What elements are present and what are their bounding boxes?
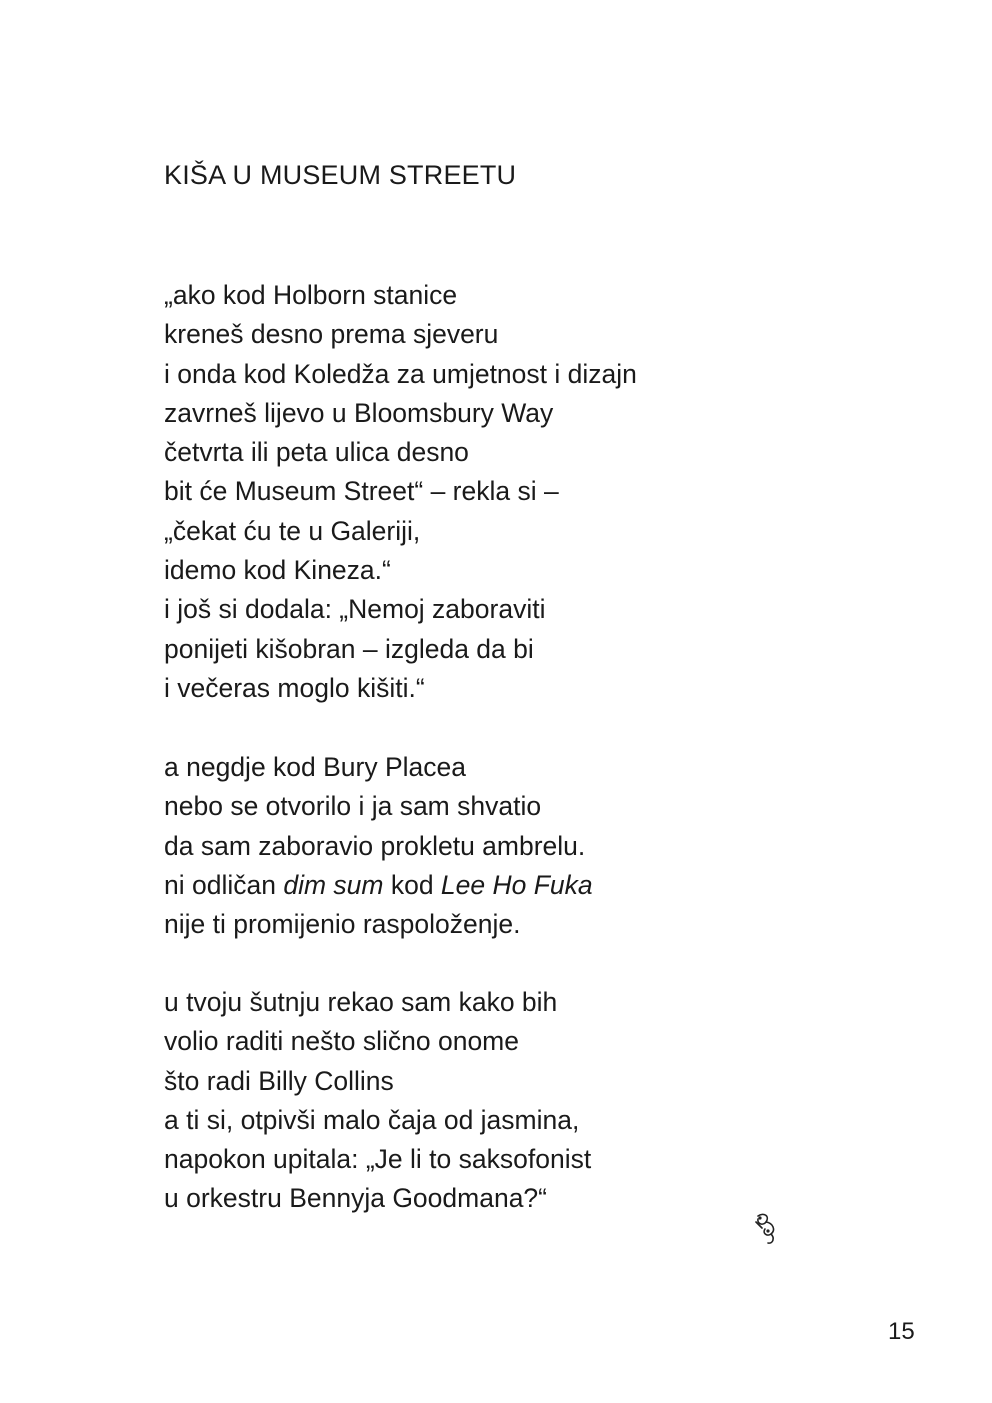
verse-line: što radi Billy Collins xyxy=(164,1065,394,1096)
stanza-2 xyxy=(164,748,593,944)
verse-line: da sam zaboravio prokletu ambrelu. xyxy=(164,830,586,861)
verse-line: a ti si, otpivši malo čaja od jasmina, xyxy=(164,1104,580,1135)
verse-line: i večeras moglo kišiti.“ xyxy=(164,672,425,703)
verse-line: idemo kod Kineza.“ xyxy=(164,555,391,586)
stanza-1 xyxy=(164,276,637,708)
verse-line: a negdje kod Bury Placea xyxy=(164,752,467,782)
verse-line: zavrneš lijevo u Bloomsbury Way xyxy=(164,397,554,428)
stanza-3 xyxy=(164,983,591,1219)
verse-text: ni odličan xyxy=(164,869,284,900)
verse-line: „ako kod Holborn stanice xyxy=(164,280,458,310)
verse-line: „čekat ću te u Galeriji, xyxy=(164,515,421,546)
verse-line: napokon upitala: „Je li to saksofonist xyxy=(164,1144,592,1175)
verse-line: u tvoju šutnju rekao sam kako bih xyxy=(164,987,558,1017)
poem-title: KIŠA U MUSEUM STREETU xyxy=(164,160,517,190)
verse-line: nebo se otvorilo i ja sam shvatio xyxy=(164,791,542,822)
fleuron-icon xyxy=(746,1208,786,1248)
verse-line: i još si dodala: „Nemoj zaboraviti xyxy=(164,594,546,625)
verse-line: bit će Museum Street“ – rekla si – xyxy=(164,476,559,507)
verse-line: četvrta ili peta ulica desno xyxy=(164,437,469,468)
verse-line: i onda kod Koledža za umjetnost i dizajn xyxy=(164,358,637,389)
verse-text: kod xyxy=(383,869,441,900)
verse-line: nije ti promijenio raspoloženje. xyxy=(164,909,521,940)
italic-restaurant-name: Lee Ho Fuka xyxy=(440,869,593,900)
verse-line-with-italics xyxy=(164,866,593,905)
verse-line: kreneš desno prema sjeveru xyxy=(164,319,499,350)
italic-dish-name: dim sum xyxy=(283,869,384,900)
page-number: 15 xyxy=(888,1318,915,1345)
verse-line: volio raditi nešto slično onome xyxy=(164,1026,519,1057)
verse-line: u orkestru Bennyja Goodmana?“ xyxy=(164,1183,547,1214)
verse-line: ponijeti kišobran – izgleda da bi xyxy=(164,633,534,664)
